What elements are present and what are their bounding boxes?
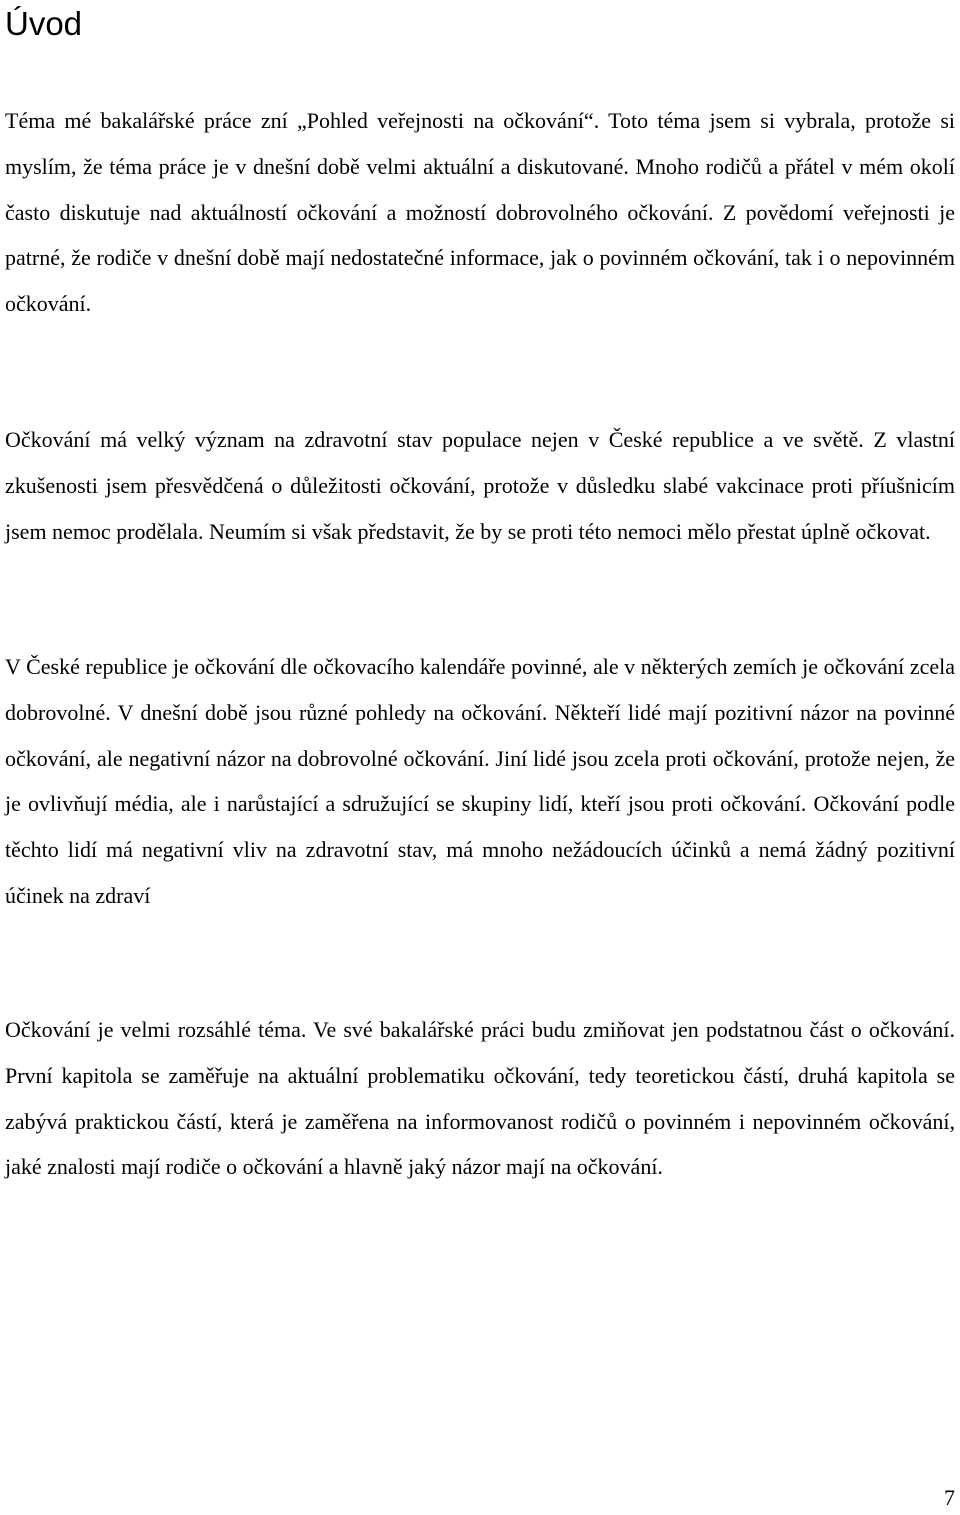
paragraph-vaccination-views: V České republice je očkování dle očkovacího kalendáře povinné, ale v některých zemích je očkování zcela dobrovolné. V dnešní době jsou různé pohledy na očkování. Někteří lidé mají pozitivní názor na povinné očkování, ale negativní názor na dobrovolné očkování. Jiní lidé jsou zcela proti očkování, protože nejen, že je ovlivňují média, ale i narůstající a sdružující se skupiny lidí, kteří jsou proti očkování. Očkování podle těchto lidí má negativní vliv na zdravotní stav, má mnoho nežádoucích účinků a nemá žádný pozitivní účinek na zdraví: [5, 654, 955, 908]
paragraph-thesis-structure: Očkování je velmi rozsáhlé téma. Ve své bakalářské práci budu zmiňovat jen podstatnou část o očkování. První kapitola se zaměřuje na aktuální problematiku očkování, tedy teoretickou částí, druhá kapitola se zabývá praktickou částí, která je zaměřena na informovanost rodičů o povinném i nepovinném očkování, jaké znalosti mají rodiče o očkování a hlavně jaký názor mají na očkování.: [5, 1017, 955, 1180]
page-title: Úvod: [5, 5, 83, 42]
paragraph-vaccination-importance: Očkování má velký význam na zdravotní stav populace nejen v České republice a ve světě. Z vlastní zkušenosti jsem přesvědčená o důležitosti očkování, protože v důsledku slabé vakcinace proti příušnicím jsem nemoc prodělala. Neumím si však představit, že by se proti této nemoci mělo přestat úplně očkovat.: [5, 427, 955, 544]
page-number: 7: [944, 1485, 955, 1510]
paragraph-intro-topic: Téma mé bakalářské práce zní „Pohled veřejnosti na očkování“. Toto téma jsem si vybrala, protože si myslím, že téma práce je v dnešní době velmi aktuální a diskutované. Mnoho rodičů a přátel v mém okolí často diskutuje nad aktuálností očkování a možností dobrovolného očkování. Z povědomí veřejnosti je patrné, že rodiče v dnešní době mají nedostatečné informace, jak o povinném očkování, tak i o nepovinném očkování.: [5, 108, 955, 317]
